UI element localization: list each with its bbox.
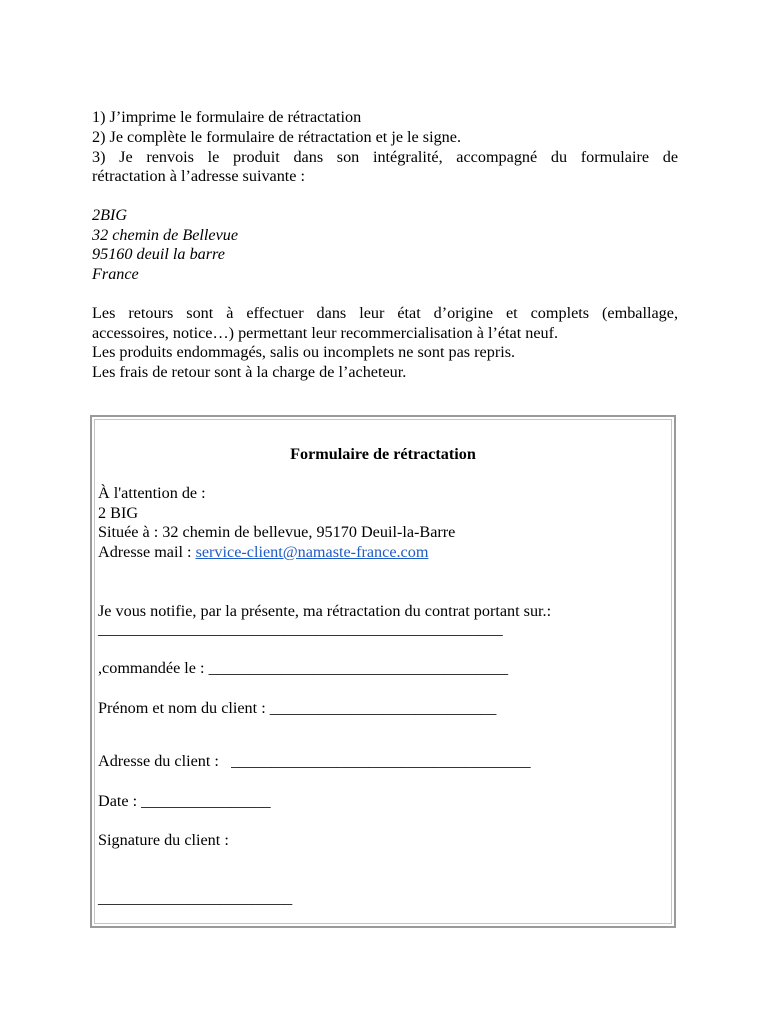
form-client-address: Adresse du client : _____________________________________ [98, 752, 531, 770]
return-address-country: France [92, 265, 139, 283]
form-signature-line: ________________________ [98, 889, 293, 907]
form-company: 2 BIG [98, 504, 139, 522]
return-address-city: 95160 deuil la barre [92, 245, 225, 263]
email-link[interactable]: service-client@namaste-france.com [195, 543, 429, 561]
form-ordered-date: ,commandée le : _____________________________________ [98, 659, 509, 677]
form-attention: À l'attention de : [98, 484, 206, 502]
form-notify-blank: __________________________________________________ [98, 620, 503, 638]
form-title: Formulaire de rétractation [290, 445, 476, 463]
form-signature-label: Signature du client : [98, 831, 229, 849]
withdrawal-form-inner [94, 419, 672, 924]
returns-policy-line-3: Les produits endommagés, salis ou incomplets ne sont pas repris. [92, 343, 516, 361]
instruction-step-1: 1) J’imprime le formulaire de rétractation [92, 108, 362, 126]
instruction-step-3-line-2: rétractation à l’adresse suivante : [92, 167, 306, 185]
form-location: Située à : 32 chemin de bellevue, 95170 Deuil-la-Barre [98, 523, 456, 541]
form-client-name: Prénom et nom du client : ____________________________ [98, 699, 497, 717]
instruction-step-3-line-1: 3) Je renvois le produit dans son intégralité, accompagné du formulaire de [92, 148, 678, 166]
form-email-row [98, 542, 428, 562]
returns-policy-line-4: Les frais de retour sont à la charge de l’acheteur. [92, 363, 407, 381]
email-label: Adresse mail : [98, 543, 196, 561]
return-address-company: 2BIG [92, 206, 128, 224]
return-address-street: 32 chemin de Bellevue [92, 226, 239, 244]
form-notify: Je vous notifie, par la présente, ma rétractation du contrat portant sur.: [98, 602, 552, 620]
instruction-step-2: 2) Je complète le formulaire de rétractation et je le signe. [92, 128, 462, 146]
withdrawal-form-box [90, 415, 676, 928]
returns-policy-line-2: accessoires, notice…) permettant leur recommercialisation à l’état neuf. [92, 324, 559, 342]
form-date: Date : ________________ [98, 792, 271, 810]
returns-policy-line-1: Les retours sont à effectuer dans leur état d’origine et complets (emballage, [92, 304, 678, 322]
